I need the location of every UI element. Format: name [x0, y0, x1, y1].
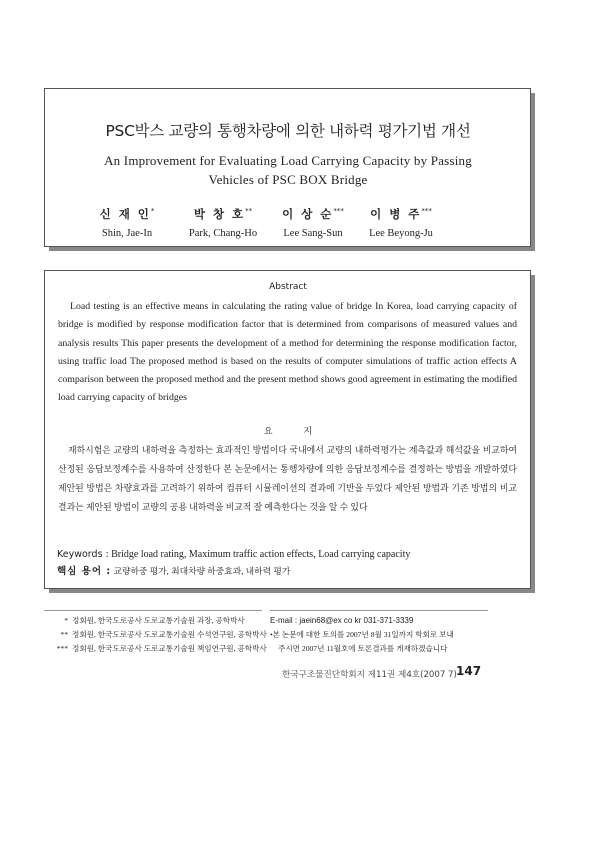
- korean-abstract-heading: 요 지: [263, 427, 327, 437]
- author-korean-name: 이 상 순: [282, 207, 334, 221]
- keywords-label: Keywords :: [57, 549, 109, 560]
- box-shadow: [49, 589, 535, 593]
- korean-abstract-paragraph: 재하시험은 교량의 내하력을 측정하는 효과적인 방법이다 국내에서 교량의 내하력평가는 계측값과 해석값을 비교하여 산정된 응답보정계수를 사용하여 산정한다 본 논문에서는 통행차량에 의한 응답보정계수를 결정하는 방법을 개발하였다 제안된 방법은 차량효과를 고려하기 위하여 컴퓨터 시뮬레이션의 결과에 기반을 두었다 제안된 방법과 기존 방법의 비교결과는 제안된 방법이 교량의 공용 내하력을 비교적 잘 예측한다는 것을 알 수 있다: [58, 445, 517, 512]
- abstract-text: [58, 298, 517, 408]
- author-mark: *: [150, 207, 155, 216]
- keywords: [57, 547, 410, 580]
- author-affiliations: [44, 614, 267, 656]
- korean-title: PSC박스 교량의 통행차량에 의한 내하력 평가기법 개선: [105, 122, 471, 140]
- author: [263, 206, 363, 239]
- author: [173, 206, 273, 239]
- box-border: [45, 246, 531, 247]
- abstract-paragraph: Load testing is an effective means in calculating the rating value of bridge In Korea, load carrying capacity of bridge is modified by response modification factor that is determined from comparisons of measured values and analysis results This paper presents the development of a method for determining the response modification factor, using traffic load The proposed method is based on the results of computer simulations of traffic action effects A comparison between the proposed method and the present method shows good agreement in estimating the modified load carrying capacity of bridges: [58, 301, 517, 404]
- author: [77, 206, 177, 239]
- english-title: [45, 151, 531, 189]
- abstract-heading: Abstract: [269, 282, 307, 292]
- author-english-name: Shin, Jae-In: [101, 228, 153, 239]
- footnote-divider: [270, 610, 488, 611]
- journal-footer: 한국구조물진단학회지 제11권 제4호(2007 7): [282, 670, 457, 680]
- title-box: [44, 88, 531, 247]
- author-english-name: Lee Beyong-Ju: [369, 228, 433, 239]
- author-mark: ***: [333, 207, 344, 216]
- email-contact: E-mail : jaein68@ex co kr 031-371-3339: [270, 616, 414, 625]
- box-shadow: [49, 247, 535, 251]
- author-mark: ***: [421, 207, 432, 216]
- box-shadow: [531, 275, 535, 593]
- author-korean-name: 박 창 호: [193, 207, 246, 221]
- english-title-line2: Vehicles of PSC BOX Bridge: [208, 172, 368, 187]
- footnote-divider: [44, 610, 262, 611]
- author-korean-name: 이 병 주: [370, 207, 422, 221]
- author-korean-name: 신 재 인: [99, 207, 151, 221]
- affiliation-item: ** 정회원, 한국도로공사 도로교통기술원 수석연구원, 공학박사: [60, 630, 267, 639]
- author-english-name: Lee Sang-Sun: [283, 228, 343, 239]
- affiliation-item: * 정회원, 한국도로공사 도로교통기술원 과장, 공학박사: [64, 616, 245, 625]
- box-shadow: [531, 93, 535, 251]
- author: [351, 206, 451, 239]
- abstract-box: [44, 270, 531, 589]
- box-border: [45, 588, 531, 589]
- english-title-line1: An Improvement for Evaluating Load Carrying Capacity by Passing: [104, 153, 472, 168]
- keywords-value: Bridge load rating, Maximum traffic action effects, Load carrying capacity: [111, 549, 411, 560]
- korean-abstract-text: [58, 441, 517, 517]
- discussion-note-line2: 주시면 2007년 11월호에 토론결과를 게재하겠습니다: [278, 644, 448, 653]
- contact-notes: [270, 614, 482, 656]
- affiliation-item: *** 정회원, 한국도로공사 도로교통기술원 책임연구원, 공학박사: [56, 644, 267, 653]
- page-number: 147: [456, 664, 482, 678]
- discussion-note-line1: •본 논문에 대한 토의를 2007년 8월 31일까지 학회로 보내: [270, 630, 454, 639]
- author-mark: **: [245, 207, 253, 216]
- korean-keywords-label: 핵심 용어 :: [57, 566, 112, 577]
- korean-keywords-value: 교량하중 평가, 최대차량 하중효과, 내하력 평가: [113, 566, 291, 576]
- author-english-name: Park, Chang-Ho: [188, 228, 258, 239]
